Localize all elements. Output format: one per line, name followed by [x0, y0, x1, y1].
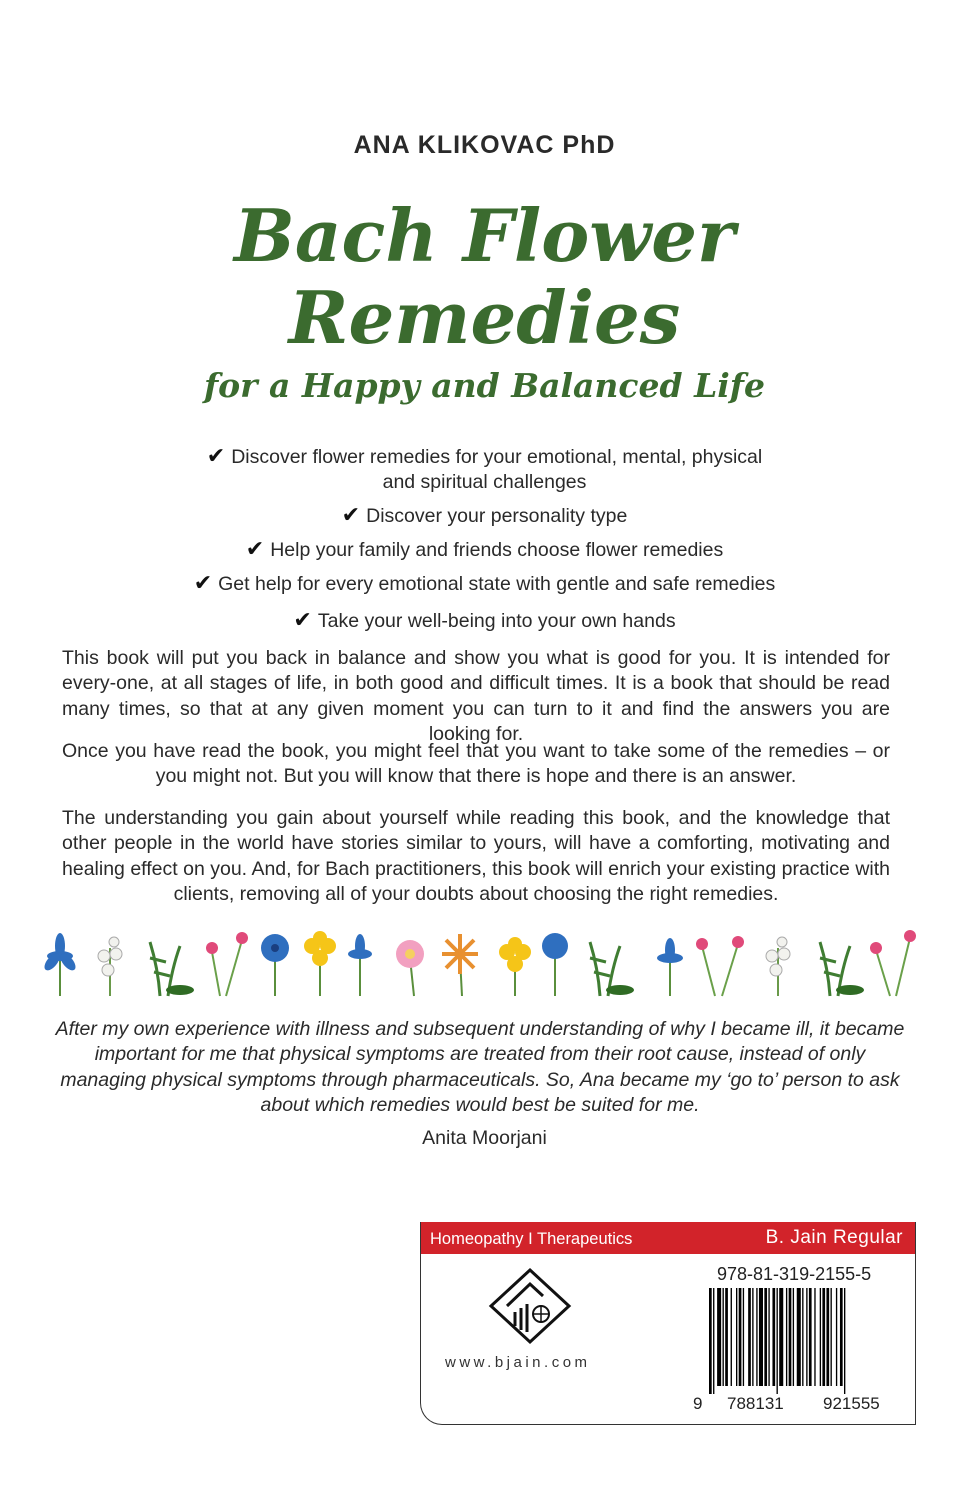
barcode-bar [736, 1288, 737, 1386]
checkmark-icon: ✔ [245, 536, 265, 561]
feature-item: ✔ Take your well-being into your own hands [293, 607, 676, 632]
green-plant-icon [590, 942, 634, 996]
barcode-bar [752, 1288, 753, 1386]
barcode-bar [748, 1288, 751, 1386]
barcode-bar [731, 1288, 732, 1386]
blue-flower-icon [42, 933, 79, 996]
orange-flower-icon [442, 934, 478, 996]
barcode-bar [743, 1288, 744, 1386]
barcode-bar [786, 1288, 787, 1386]
publisher-logo-icon [485, 1266, 575, 1348]
publisher-barcode-panel [420, 1222, 916, 1425]
category-label: Homeopathy I Therapeutics [430, 1230, 633, 1248]
barcode-bar [822, 1288, 825, 1386]
green-plant-icon [150, 942, 194, 996]
checkmark-icon: ✔ [293, 607, 312, 632]
flower-border-illustration [30, 928, 930, 998]
pink-flower-icon [206, 932, 248, 996]
barcode-bar [777, 1288, 778, 1394]
barcode-bar [831, 1288, 832, 1386]
isbn-barcode [707, 1288, 903, 1394]
blue-flower-icon [261, 934, 289, 996]
pink-flower-icon [870, 930, 916, 996]
barcode-bar [725, 1288, 728, 1386]
barcode-bar [772, 1288, 775, 1386]
barcode-bar [793, 1288, 794, 1386]
publisher-website: www.bjain.com [445, 1354, 591, 1371]
description-paragraph-2: Once you have read the book, you might feel that you want to take some of the remedies – or you might not. But you will know that there is hope and there is an answer. [62, 740, 890, 788]
barcode-bar [802, 1288, 803, 1386]
barcode-bar [717, 1288, 721, 1386]
barcode-bar [759, 1288, 763, 1386]
barcode-digits-right: 921555 [823, 1394, 880, 1413]
description-paragraph-3: The understanding you gain about yourself while reading this book, and the knowledge that other people in the world have stories similar to yours, will have a comforting, motivating and healing effect on you. And, for Bach practitioners, this book will enrich your existing practice with clients, removing all of your doubts about choosing the right remedies. [62, 807, 890, 905]
imprint-label: B. Jain Regular [765, 1227, 903, 1248]
barcode-bar [709, 1288, 712, 1394]
barcode-bar [809, 1288, 812, 1386]
book-subtitle: for a Happy and Balanced Life [203, 366, 766, 405]
yellow-flower-icon [499, 937, 531, 996]
barcode-bar [756, 1288, 757, 1386]
testimonial-quote: After my own experience with illness and subsequent understanding of why I became ill, it became important for me that physical symptoms are treated from their root cause, instead of only managing physical symptoms through pharmaceuticals. So, Ana became my ‘go to’ person to ask about which remedies would best be suited for me. [55, 1018, 905, 1116]
checkmark-icon: ✔ [193, 570, 213, 595]
author-name: ANA KLIKOVAC PhD [353, 131, 616, 159]
feature-list [0, 443, 969, 641]
blue-flower-icon [542, 933, 568, 996]
barcode-bar [739, 1288, 742, 1386]
feature-item: ✔ Get help for every emotional state with gentle and safe remedies [193, 570, 776, 595]
barcode-bar [826, 1288, 829, 1386]
feature-item: ✔ Discover your personality type [341, 502, 628, 527]
barcode-bar [806, 1288, 807, 1386]
isbn-number: 978-81-319-2155-5 [717, 1264, 872, 1284]
barcode-bar [797, 1288, 801, 1386]
barcode-bar [768, 1288, 769, 1386]
publisher-category-bar [421, 1222, 915, 1254]
barcode-bar [814, 1288, 815, 1386]
barcode-bar [844, 1288, 845, 1394]
barcode-bar [789, 1288, 792, 1386]
feature-item: ✔ Help your family and friends choose flower remedies [245, 536, 724, 561]
barcode-bar [820, 1288, 821, 1386]
barcode-digits-left: 788131 [727, 1394, 784, 1413]
feature-item: ✔ Discover flower remedies for your emotional, mental, physical [206, 443, 763, 468]
barcode-bar [836, 1288, 837, 1386]
pink-flower-icon [696, 936, 744, 996]
book-title-line2: Remedies [288, 275, 681, 360]
barcode-bar [840, 1288, 843, 1386]
white-flower-icon [766, 937, 790, 996]
description-paragraph-1: This book will put you back in balance and show you what is good for you. It is intended for every-one, at all stages of life, in both good and difficult times. It is a book that should be read many times, so that at any given moment you can turn to it and find the answers you are looking for. [62, 647, 890, 745]
barcode-bar [764, 1288, 767, 1386]
yellow-flower-icon [304, 931, 336, 996]
feature-item-continued: and spiritual challenges [382, 471, 587, 493]
white-flower-icon [98, 937, 122, 996]
checkmark-icon: ✔ [341, 502, 361, 527]
checkmark-icon: ✔ [206, 443, 226, 468]
pink-flower-icon [396, 940, 424, 996]
testimonial-author: Anita Moorjani [422, 1127, 547, 1149]
barcode-bar [779, 1288, 783, 1386]
barcode-digit-prefix: 9 [693, 1394, 703, 1413]
book-title-line1: Bach Flower [234, 193, 735, 278]
blue-flower-icon [348, 934, 372, 996]
barcode-bar [723, 1288, 724, 1386]
blue-flower-icon [657, 938, 683, 996]
green-plant-icon [820, 942, 864, 996]
barcode-bar [713, 1288, 714, 1394]
